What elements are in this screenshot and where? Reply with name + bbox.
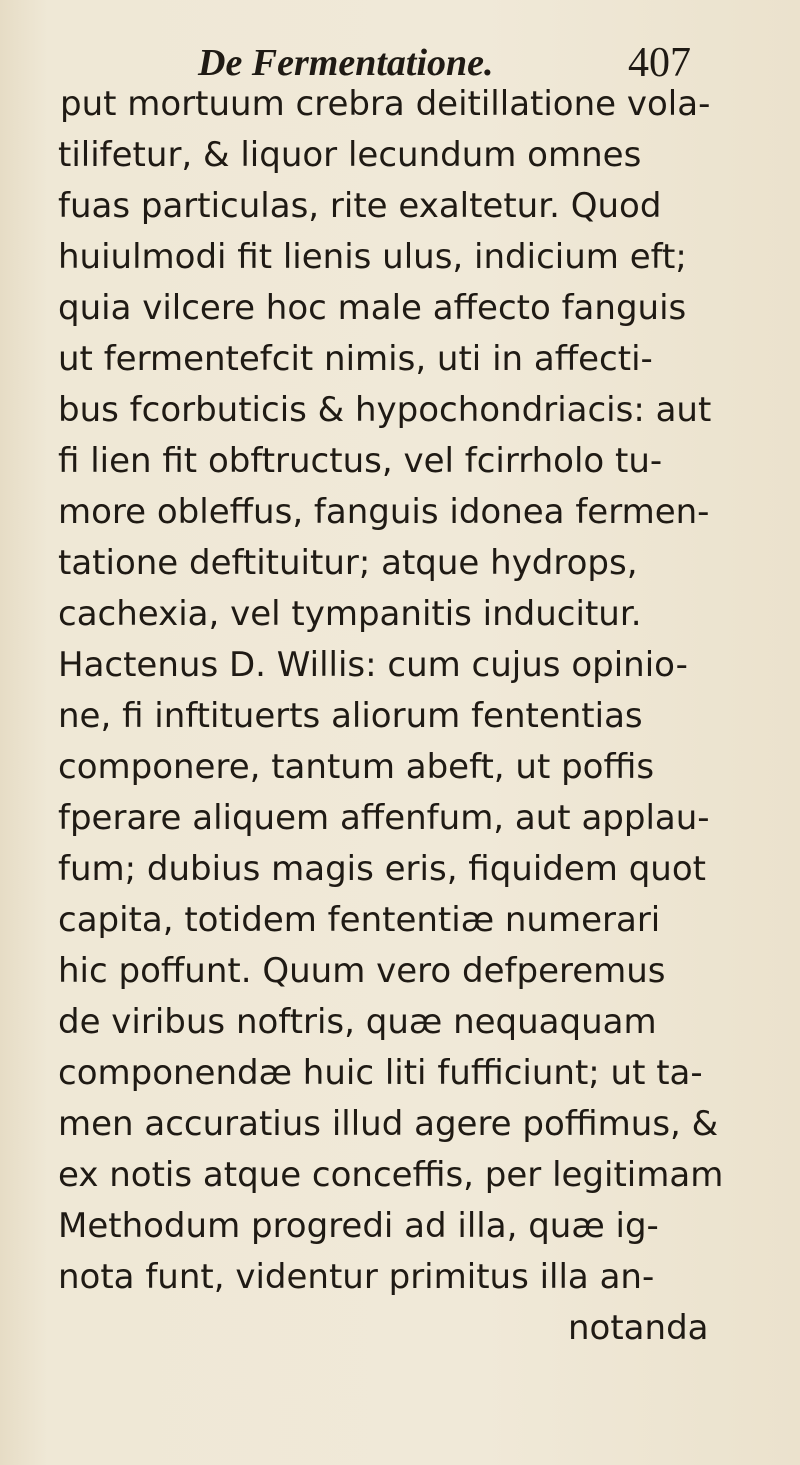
text-line-10: tatione deftituitur; atque hydrops,: [58, 543, 638, 583]
text-line-3: fuas particulas, rite exaltetur. Quod: [58, 186, 662, 226]
text-line-9: more obleffus, fanguis idonea fermen-: [58, 492, 710, 532]
text-line-5: quia vilcere hoc male affecto fanguis: [58, 288, 687, 328]
text-line-18: hic poffunt. Quum vero defperemus: [58, 951, 666, 991]
text-line-19: de viribus noftris, quæ nequaquam: [58, 1002, 657, 1042]
text-line-12: Hactenus D. Willis: cum cujus opinio-: [58, 645, 688, 685]
text-line-14: componere, tantum abeft, ut poffis: [58, 747, 655, 787]
text-line-4: huiulmodi fit lienis ulus, indicium eft;: [58, 237, 687, 277]
text-line-17: capita, totidem fententiæ numerari: [58, 900, 661, 940]
catchword: notanda: [568, 1308, 709, 1348]
text-line-16: fum; dubius magis eris, fiquidem quot: [58, 849, 706, 889]
text-line-2: tilifetur, & liquor lecundum omnes: [58, 135, 642, 175]
running-title: De Fermentatione.: [198, 42, 494, 84]
text-line-24: nota funt, videntur primitus illa an-: [58, 1257, 655, 1297]
page-number: 407: [628, 40, 691, 86]
text-line-15: fperare aliquem affenfum, aut applau-: [58, 798, 710, 838]
text-line-21: men accuratius illud agere poffimus, &: [58, 1104, 719, 1144]
text-line-11: cachexia, vel tympanitis inducitur.: [58, 594, 642, 634]
text-line-23: Methodum progredi ad illa, quæ ig-: [58, 1206, 659, 1246]
text-line-7: bus fcorbuticis & hypochondriacis: aut: [58, 390, 712, 430]
text-line-22: ex notis atque conceffis, per legitimam: [58, 1155, 724, 1195]
text-line-6: ut fermentefcit nimis, uti in affecti-: [58, 339, 653, 379]
body-text: [0, 80, 800, 1370]
text-line-20: componendæ huic liti fufficiunt; ut ta-: [58, 1053, 703, 1093]
text-line-8: fi lien fit obftructus, vel fcirrholo tu-: [58, 441, 663, 481]
text-line-1: put mortuum crebra deitillatione vola-: [60, 84, 711, 124]
text-line-13: ne, fi inftituerts aliorum fententias: [58, 696, 643, 736]
